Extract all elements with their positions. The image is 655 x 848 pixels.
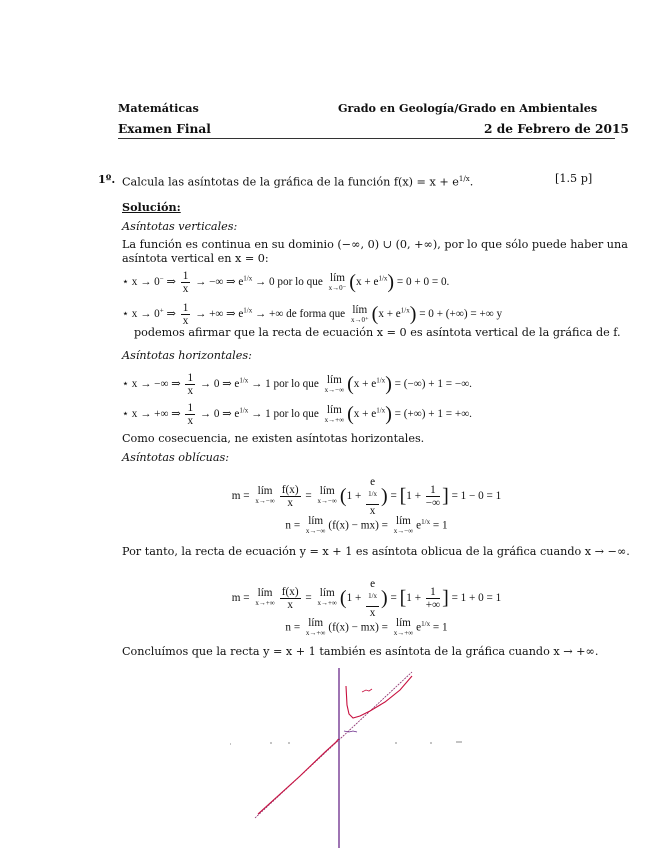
vertical-conclusion: podemos afirmar que la recta de ecuación x = 0 es asíntota vertical de la gráfica de f. (134, 326, 621, 339)
problem-number: 1º. (98, 172, 116, 186)
oblique-n-neg: n = lím x→−∞ (f(x) − mx) = lím x→−∞ $e^{1/x} = 1$ (285, 515, 448, 535)
vertical-case-left: ⋆ x → 0− ⇒ $\frac{1}{x}$ → −∞ ⇒ $e^{1/x} \to 0$ por lo que lím x→0⁻ $(x + e^{1/x}) = 0 + 0 = 0$. (122, 270, 450, 295)
vertical-case-right: ⋆ x → 0+ ⇒ $\frac{1}{x}$ → +∞ ⇒ $e^{1/x}$ → +∞ de forma que lím x→0⁺ $(x + e^{1/x}) = 0$ + (+∞) = +∞ y (122, 302, 503, 327)
horizontal-conclusion: Como cosecuencia, ne existen asíntotas horizontales. (122, 432, 425, 445)
curve-left-branch (258, 739, 339, 814)
horizontal-case-pos: ⋆ x → +∞ ⇒ $\frac{1}{x}$ → 0 ⇒ $e^{1/x} \to 1$ por lo que lím x→+∞ $(x + e^{1/x})$ = (+∞) + 1 = +∞. (122, 402, 472, 427)
x-axis (230, 742, 462, 744)
vertical-intro-1: La función es continua en su dominio (−∞, 0) ∪ (0, +∞), por lo que sólo puede haber una (122, 238, 628, 251)
curve-label-mark (362, 689, 372, 692)
oblique-text-pos: Concluímos que la recta y = x + 1 también es asíntota de la gráfica cuando x → +∞. (122, 645, 599, 658)
vertical-intro-2: asíntota vertical en x = 0: (122, 252, 269, 265)
problem-statement: Calcula las asíntotas de la gráfica de la función $f(x) = x + e^{1/x}$. (122, 175, 474, 189)
curve-right-branch (346, 676, 412, 718)
oblique-text-neg: Por tanto, la recta de ecuación y = x + 1 es asíntota oblicua de la gráfica cuando x → −∞. (122, 545, 630, 558)
problem-points: [1.5 p] (555, 172, 593, 185)
horizontal-case-neg: ⋆ x → −∞ ⇒ $\frac{1}{x}$ → 0 ⇒ $e^{1/x} \to 1$ por lo que lím x→−∞ $(x + e^{1/x})$ = (−∞) + 1 = −∞. (122, 372, 472, 397)
solution-title: Solución: (122, 200, 181, 214)
oblique-m-pos: m = lím x→+∞ $\frac{f(x)}{x}$ = lím x→+∞ (1 + e $^{1/x}$ x ) = [1 + $\frac{1}{+\infty}$ ] = 1 + 0 = 1 (231, 578, 502, 619)
header-exam: Examen Final (118, 122, 211, 136)
oblique-n-pos: n = lím x→+∞ (f(x) − mx) = lím x→+∞ $e^{1/x} = 1$ (285, 617, 448, 637)
asymptote-label-mark (344, 731, 357, 732)
header-subject: Matemáticas (118, 101, 199, 115)
oblique-m-neg: m = lím x→−∞ $\frac{f(x)}{x}$ = lím x→−∞ (1 + e $^{1/x}$ x ) = [1 + $\frac{1}{-\infty}$ ] = 1 − 0 = 1 (231, 476, 502, 517)
horizontal-heading: Asíntotas horizontales: (122, 349, 252, 362)
header-degree: Grado en Geología/Grado en Ambientales (338, 101, 598, 115)
vertical-heading: Asíntotas verticales: (122, 220, 238, 233)
oblique-heading: Asíntotas oblícuas: (122, 451, 230, 464)
header-date: 2 de Febrero de 2015 (484, 122, 629, 136)
